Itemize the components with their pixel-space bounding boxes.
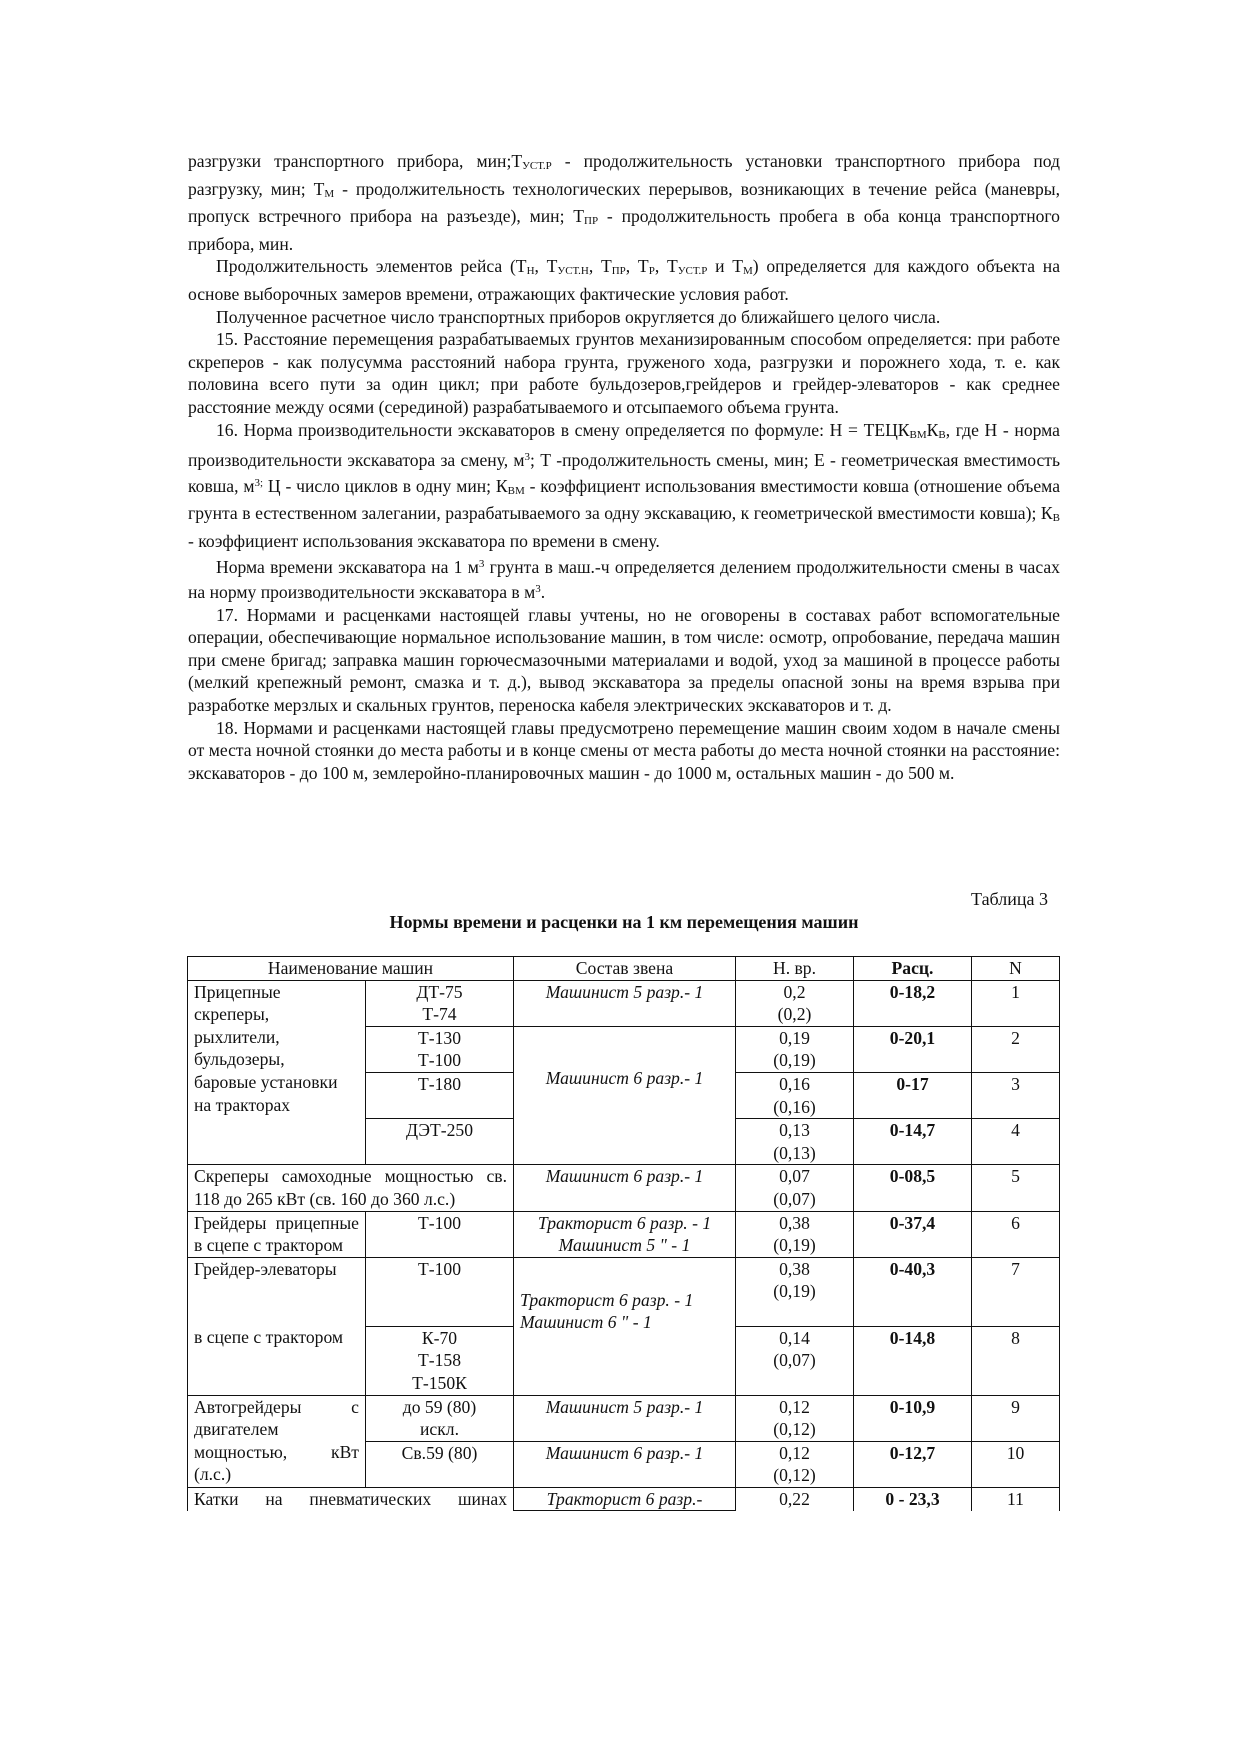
header-n: N (972, 957, 1060, 981)
paragraph-5: 16. Норма производительности экскаваторов в смену определяется по формуле: Н = ТЕЦКВМКВ, где Н - норма производительности экскаватора за смену, $м^3$; Т -продолжительность смены, мин; Е - геометрическая вместимость ковша, $м^{3;}$ Ц - число циклов в одну мин; КВМ - коэффициент использования вместимости ковша (отношение объема грунта в естественном залегании, разрабатываемого за одну экскавацию, к геометрической вместимости ковша); КВ - коэффициент использования экскаватора по времени в смену. (188, 419, 1061, 551)
paragraph-6: Норма времени экскаватора на 1 $м^3$ грунта в маш.-ч определяется делением продолжительности смены в часах на норму производительности экскаватора в $м^3$. (188, 556, 1060, 603)
paragraph-2: Продолжительность элементов рейса (ТН, ТУСТ.Н, ТПР, ТР, ТУСТ.Р и ТМ) определяется для каждого объекта на основе выборочных замеров времени, отражающих фактические условия работ. (188, 256, 1061, 304)
header-crew: Состав звена (514, 957, 736, 981)
header-rate: Расц. (854, 957, 972, 981)
table-row: Катки на пневматических шинах Тракторист 6 разр.- 0,22 0 - 23,3 11 (188, 1487, 1060, 1511)
norms-table (187, 956, 1060, 1511)
paragraph-3: Полученное расчетное число транспортных приборов округляется до ближайшего целого числа. (216, 306, 941, 327)
group-2-name: Грейдер-элеваторы в сцепе с трактором (188, 1257, 366, 1395)
header-name: Наименование машин (188, 957, 514, 981)
table-title: Нормы времени и расценки на 1 км перемещения машин (389, 912, 859, 932)
header-norm: Н. вр. (736, 957, 854, 981)
paragraph-1: разгрузки транспортного прибора, мин;ТУСТ.Р - продолжительность установки транспортного прибора под разгрузку, мин; ТМ - продолжительность технологических перерывов, возникающих в течение рейса (маневры, пропуск встречного прибора на разъезде), мин; ТПР - продолжительность пробега в оба конца транспортного прибора, мин. (188, 151, 1060, 254)
paragraph-4: 15. Расстояние перемещения разрабатываемых грунтов механизированным способом определяется: при работе скреперов - как полусумма расстояний набора грунта, груженого хода, разгрузки и порожнего хода, т. е. как половина всего пути за один цикл; при работе бульдозеров,грейдеров и грейдер-элеваторов - как среднее расстояние между осями (серединой) разрабатываемого и отсыпаемого объема грунта. (188, 329, 1060, 417)
body-text (188, 150, 1060, 784)
table-row: Автогрейдеры с двигателем мощностью, кВт (л.с.) до 59 (80) искл. Машинист 5 разр.- 1 0,12 (0,12) 0-10,9 9 (188, 1395, 1060, 1441)
paragraph-8: 18. Нормами и расценками настоящей главы предусмотрено перемещение машин своим ходом в начале смены от места ночной стоянки до места работы и в конце смены от места работы до места ночной стоянки на расстояние: экскаваторов - до 100 м, землеройно-планировочных машин - до 1000 м, остальных машин - до 500 м. (188, 717, 1060, 783)
table-row: ДЭТ-250 0,13 (0,13) 0-14,7 4 (188, 1119, 1060, 1165)
table-row: Грейдеры прицепные в сцепе с трактором Т-100 Тракторист 6 разр. - 1 Машинист 5 " - 1 0,38 (0,19) 0-37,4 6 (188, 1211, 1060, 1257)
table-row: Грейдер-элеваторы в сцепе с трактором Т-100 Тракторист 6 разр. - 1 Машинист 6 " - 1 0,38 (0,19) 0-40,3 7 (188, 1257, 1060, 1326)
table-row: Т-130 Т-100 Машинист 6 разр.- 1 0,19 (0,19) 0-20,1 2 (188, 1026, 1060, 1072)
group-1-name: Прицепные скреперы, рыхлители, бульдозеры, баровые установки на тракторах (188, 980, 366, 1165)
paragraph-7: 17. Нормами и расценками настоящей главы учтены, но не оговорены в составах работ вспомогательные операции, обеспечивающие нормальное использование машин, в том числе: осмотр, опробование, передача машин при смене бригад; заправка машин горючесмазочными материалами и водой, уход за машиной в процессе работы (мелкий крепежный ремонт, смазка и т. д.), вывод экскаватора за пределы опасной зоны на время взрыва при разработке мерзлых и скальных грунтов, переноска кабеля электрических экскаваторов и т. д. (188, 604, 1060, 716)
table-row: К-70 Т-158 Т-150К 0,14 (0,07) 0-14,8 8 (188, 1326, 1060, 1395)
table-row: Скреперы самоходные мощностью св. 118 до 265 кВт (св. 160 до 360 л.с.) Машинист 6 разр.- 1 0,07 (0,07) 0-08,5 5 (188, 1165, 1060, 1211)
table-row: Прицепные скреперы, рыхлители, бульдозеры, баровые установки на тракторах ДТ-75 Т-74 Машинист 5 разр.- 1 0,2 (0,2) 0-18,2 1 (188, 980, 1060, 1026)
table-number: Таблица 3 (971, 889, 1048, 909)
table-row: Св.59 (80) Машинист 6 разр.- 1 0,12 (0,12) 0-12,7 10 (188, 1441, 1060, 1487)
table-row: Т-180 0,16 (0,16) 0-17 3 (188, 1072, 1060, 1118)
table-header-row (188, 957, 1060, 981)
